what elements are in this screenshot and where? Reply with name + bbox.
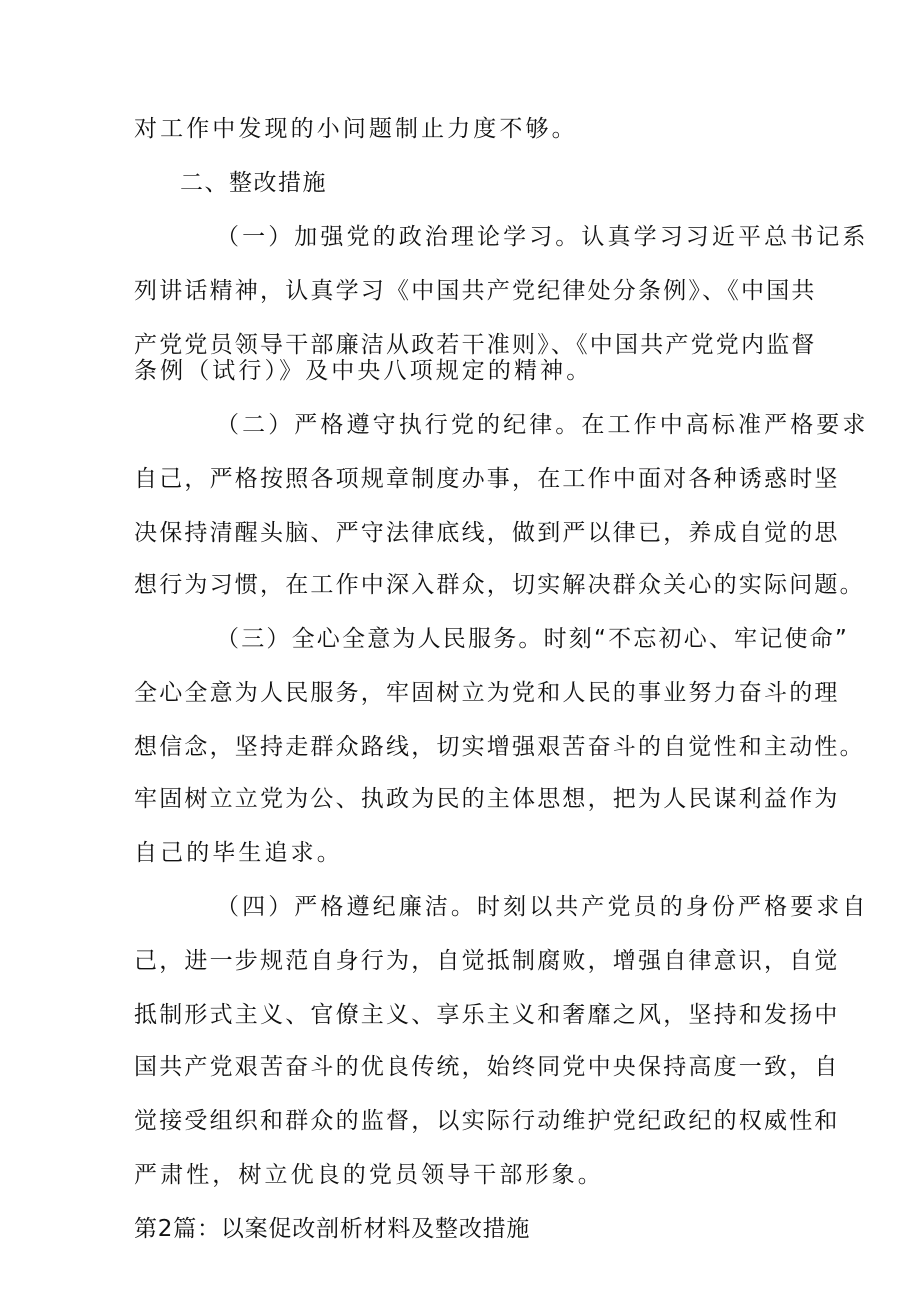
text-line: 想行为习惯，在工作中深入群众，切实解决群众关心的实际问题。 (134, 572, 865, 598)
text-line: 觉接受组织和群众的监督，以实际行动维护党纪政纪的权威性和 (134, 1108, 840, 1134)
text-line: 牢固树立立党为公、执政为民的主体思想，把为人民谋利益作为 (134, 786, 840, 812)
text-line: 决保持清醒头脑、严守法律底线，做到严以律已，养成自觉的思 (134, 520, 840, 546)
text-line: 条例（试行）》及中央八项规定的精神。 (134, 358, 593, 384)
text-line: 对工作中发现的小问题制止力度不够。 (134, 116, 578, 142)
text-line: 列讲话精神，认真学习《中国共产党纪律处分条例》、《中国共 (134, 278, 817, 304)
text-line: 全心全意为人民服务，牢固树立为党和人民的事业努力奋斗的理 (134, 680, 840, 706)
text-line: 产党党员领导干部廉洁从政若干准则》、《中国共产党党内监督 (134, 332, 817, 358)
text-line: 自己，严格按照各项规章制度办事，在工作中面对各种诱惑时坚 (134, 466, 840, 492)
section-heading: 二、整改措施 (180, 170, 327, 196)
text-line: 严肃性，树立优良的党员领导干部形象。 (134, 1162, 604, 1188)
text-line: 自己的毕生追求。 (134, 840, 343, 866)
text-line: 抵制形式主义、官僚主义、享乐主义和奢靡之风，坚持和发扬中 (134, 1002, 840, 1028)
paragraph-1-first-line: （一）加强党的政治理论学习。认真学习习近平总书记系 (216, 224, 869, 250)
text-line: 己，进一步规范自身行为，自觉抵制腐败，增强自律意识，自觉 (134, 948, 840, 974)
paragraph-4-first-line: （四）严格遵纪廉洁。时刻以共产党员的身份严格要求自 (216, 894, 869, 920)
paragraph-2-first-line: （二）严格遵守执行党的纪律。在工作中高标准严格要求 (216, 412, 869, 438)
text-line: 想信念，坚持走群众路线，切实增强艰苦奋斗的自觉性和主动性。 (134, 734, 865, 760)
article-title: 第2篇：以案促改剖析材料及整改措施 (134, 1216, 531, 1242)
paragraph-3-first-line: （三）全心全意为人民服务。时刻“不忘初心、牢记使命” (216, 626, 850, 652)
text-line: 国共产党艰苦奋斗的优良传统，始终同党中央保持高度一致，自 (134, 1054, 840, 1080)
